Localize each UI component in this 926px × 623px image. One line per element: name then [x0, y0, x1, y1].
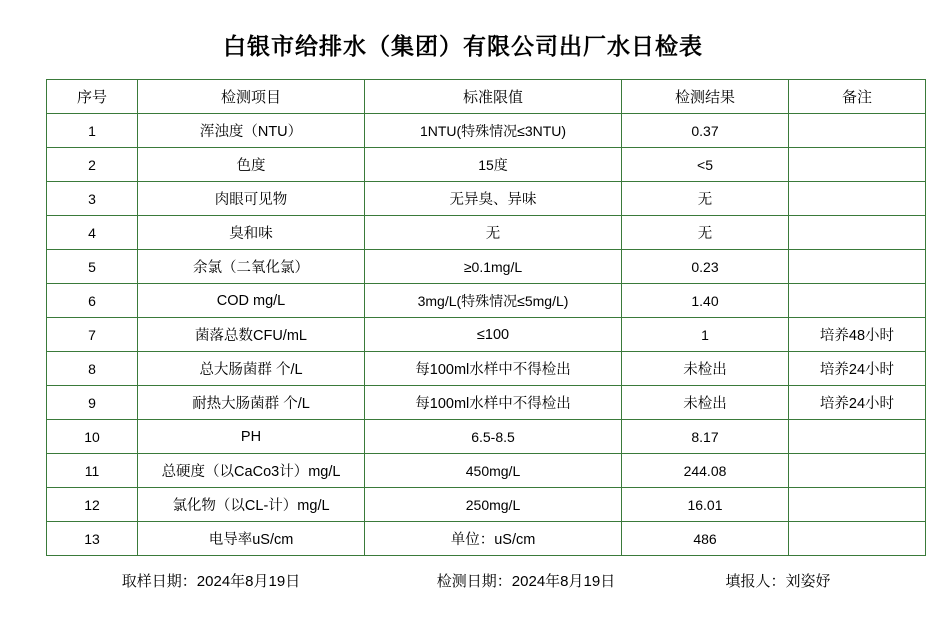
- cell-remark: 培养48小时: [789, 318, 926, 352]
- cell-no: 5: [47, 250, 138, 284]
- table-row: [47, 386, 926, 420]
- table-row: [47, 522, 926, 556]
- table-header: [47, 80, 926, 114]
- column-header-remark: 备注: [789, 80, 926, 114]
- cell-result: 0.37: [622, 114, 789, 148]
- column-header-no: 序号: [47, 80, 138, 114]
- cell-item: 肉眼可见物: [138, 182, 365, 216]
- cell-item: PH: [138, 420, 365, 454]
- table-row: [47, 250, 926, 284]
- cell-no: 4: [47, 216, 138, 250]
- table-row: [47, 182, 926, 216]
- table-body: [47, 114, 926, 556]
- cell-limit: 每100ml水样中不得检出: [365, 386, 622, 420]
- cell-remark: [789, 420, 926, 454]
- table-row: [47, 318, 926, 352]
- testing-date: 检测日期：2024年8月19日: [436, 573, 616, 590]
- cell-remark: [789, 488, 926, 522]
- cell-no: 13: [47, 522, 138, 556]
- cell-item: COD mg/L: [138, 284, 365, 318]
- cell-remark: [789, 216, 926, 250]
- cell-no: 3: [47, 182, 138, 216]
- cell-remark: [789, 284, 926, 318]
- table-row: [47, 284, 926, 318]
- table-row: [47, 352, 926, 386]
- cell-result: 486: [622, 522, 789, 556]
- cell-result: 8.17: [622, 420, 789, 454]
- cell-item: 总硬度（以CaCo3计）mg/L: [138, 454, 365, 488]
- reporter-name: 填报人：刘姿妤: [725, 573, 831, 590]
- cell-limit: 单位：uS/cm: [365, 522, 622, 556]
- cell-result: 0.23: [622, 250, 789, 284]
- column-header-limit: 标准限值: [365, 80, 622, 114]
- cell-item: 浑浊度（NTU）: [138, 114, 365, 148]
- cell-limit: 450mg/L: [365, 454, 622, 488]
- cell-remark: 培养24小时: [789, 386, 926, 420]
- document-footer: [46, 570, 880, 591]
- cell-result: 未检出: [622, 386, 789, 420]
- cell-no: 11: [47, 454, 138, 488]
- cell-item: 色度: [138, 148, 365, 182]
- cell-result: <5: [622, 148, 789, 182]
- cell-no: 9: [47, 386, 138, 420]
- cell-no: 12: [47, 488, 138, 522]
- table-row: [47, 216, 926, 250]
- cell-remark: [789, 182, 926, 216]
- cell-item: 耐热大肠菌群 个/L: [138, 386, 365, 420]
- cell-limit: ≥0.1mg/L: [365, 250, 622, 284]
- cell-limit: 每100ml水样中不得检出: [365, 352, 622, 386]
- column-header-result: 检测结果: [622, 80, 789, 114]
- table-row: [47, 488, 926, 522]
- cell-no: 8: [47, 352, 138, 386]
- cell-result: 无: [622, 216, 789, 250]
- cell-remark: [789, 522, 926, 556]
- cell-limit: 250mg/L: [365, 488, 622, 522]
- cell-item: 余氯（二氧化氯）: [138, 250, 365, 284]
- cell-no: 7: [47, 318, 138, 352]
- cell-item: 菌落总数CFU/mL: [138, 318, 365, 352]
- cell-remark: [789, 454, 926, 488]
- sampling-date: 取样日期：2024年8月19日: [121, 573, 301, 590]
- cell-no: 1: [47, 114, 138, 148]
- table-row: [47, 114, 926, 148]
- cell-item: 总大肠菌群 个/L: [138, 352, 365, 386]
- table-header-row: [47, 80, 926, 114]
- cell-result: 无: [622, 182, 789, 216]
- cell-limit: 15度: [365, 148, 622, 182]
- cell-limit: 无异臭、异味: [365, 182, 622, 216]
- table-row: [47, 148, 926, 182]
- cell-limit: 1NTU(特殊情况≤3NTU): [365, 114, 622, 148]
- cell-item: 电导率uS/cm: [138, 522, 365, 556]
- cell-result: 1: [622, 318, 789, 352]
- cell-remark: 培养24小时: [789, 352, 926, 386]
- cell-result: 16.01: [622, 488, 789, 522]
- table-row: [47, 420, 926, 454]
- column-header-item: 检测项目: [138, 80, 365, 114]
- cell-item: 臭和味: [138, 216, 365, 250]
- cell-item: 氯化物（以CL-计）mg/L: [138, 488, 365, 522]
- cell-limit: 6.5-8.5: [365, 420, 622, 454]
- cell-result: 未检出: [622, 352, 789, 386]
- cell-no: 10: [47, 420, 138, 454]
- water-quality-table: [46, 79, 926, 556]
- cell-limit: 无: [365, 216, 622, 250]
- cell-limit: 3mg/L(特殊情况≤5mg/L): [365, 284, 622, 318]
- cell-result: 244.08: [622, 454, 789, 488]
- page-title: 白银市给排水（集团）有限公司出厂水日检表: [223, 34, 703, 59]
- cell-no: 6: [47, 284, 138, 318]
- cell-limit: ≤100: [365, 318, 622, 352]
- cell-remark: [789, 148, 926, 182]
- cell-result: 1.40: [622, 284, 789, 318]
- cell-remark: [789, 114, 926, 148]
- cell-no: 2: [47, 148, 138, 182]
- table-row: [47, 454, 926, 488]
- cell-remark: [789, 250, 926, 284]
